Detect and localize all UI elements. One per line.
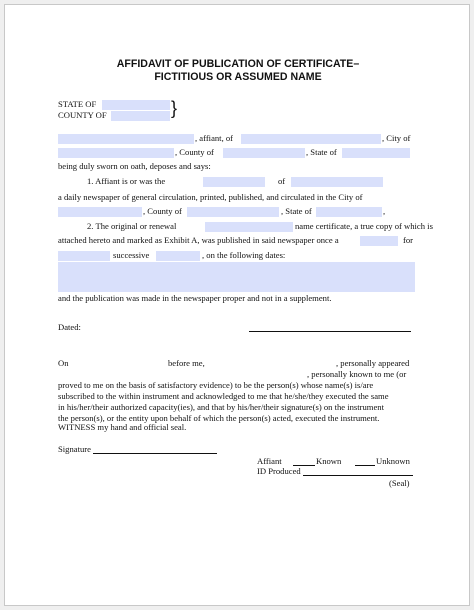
- newspaper-city-field[interactable]: [58, 207, 142, 217]
- state-of-label: STATE OF: [58, 99, 97, 109]
- publication-dates-field[interactable]: [58, 262, 415, 292]
- affiant-title-field[interactable]: [203, 177, 265, 187]
- id-produced-label: ID Produced: [257, 466, 301, 476]
- dated-signature-line[interactable]: [249, 331, 411, 332]
- city-field[interactable]: [58, 148, 174, 158]
- paragraph2-line2: attached hereto and marked as Exhibit A, was published in said newspaper once a: [58, 235, 339, 245]
- state-county-brace: }: [171, 98, 178, 118]
- document-page: [4, 4, 470, 606]
- state-inline-field[interactable]: [342, 148, 410, 158]
- newspaper-state-field[interactable]: [316, 207, 382, 217]
- paragraph2-start: 2. The original or renewal: [87, 221, 177, 231]
- paragraph2-dates: , on the following dates:: [202, 250, 286, 260]
- notary-line4: subscribed to the within instrument and acknowledged to me that he/she/they executed the same: [58, 391, 389, 401]
- affiant-address-field[interactable]: [241, 134, 381, 144]
- period-field[interactable]: [156, 251, 200, 261]
- notary-before-me: before me,: [168, 358, 205, 368]
- publication-statement: and the publication was made in the newspaper proper and not in a supplement.: [58, 293, 332, 303]
- frequency-field[interactable]: [360, 236, 398, 246]
- paragraph2-successive: successive: [113, 250, 150, 260]
- affiant-name-field[interactable]: [58, 134, 194, 144]
- notary-on: On: [58, 358, 69, 368]
- id-produced-line[interactable]: [303, 475, 413, 476]
- city-of-label: , City of: [382, 133, 411, 143]
- dated-label: Dated:: [58, 322, 81, 332]
- notary-line3: proved to me on the basis of satisfactory evidence) to be the person(s) whose name(s) is/are: [58, 380, 374, 390]
- county-of-inline-label: , County of: [175, 147, 214, 157]
- county-of-label: COUNTY OF: [58, 110, 107, 120]
- county-field[interactable]: [111, 111, 170, 121]
- state-field[interactable]: [102, 100, 170, 110]
- unknown-check-line[interactable]: [355, 465, 375, 466]
- paragraph1-comma: ,: [383, 206, 386, 216]
- notary-appeared: , personally appeared: [336, 358, 410, 368]
- paragraph1-start: 1. Affiant is or was the: [87, 176, 166, 186]
- signature-label: Signature: [58, 444, 91, 454]
- paragraph2-mid: name certificate, a true copy of which is: [295, 221, 433, 231]
- notary-line6: the person(s), or the entity upon behalf of which the person(s) acted, executed the instrument.: [58, 413, 380, 423]
- seal-label: (Seal): [389, 478, 410, 488]
- notary-known: , personally known to me (or: [307, 369, 407, 379]
- notary-line5: in his/her/their authorized capacity(ies), and that by his/her/their signature(s) on the instrument: [58, 402, 384, 412]
- paragraph1-of: of: [278, 176, 286, 186]
- newspaper-name-field[interactable]: [291, 177, 383, 187]
- county-inline-field[interactable]: [223, 148, 305, 158]
- unknown-label: Unknown: [376, 456, 410, 466]
- paragraph2-for: for: [403, 235, 414, 245]
- document-title-line1: AFFIDAVIT OF PUBLICATION OF CERTIFICATE–: [116, 58, 360, 70]
- witness-statement: WITNESS my hand and official seal.: [58, 422, 187, 432]
- signature-line[interactable]: [93, 453, 217, 454]
- affiant-of-label: , affiant, of: [195, 133, 234, 143]
- number-field[interactable]: [58, 251, 110, 261]
- known-label: Known: [316, 456, 342, 466]
- certificate-type-field[interactable]: [205, 222, 293, 232]
- state-of-inline-label: , State of: [306, 147, 337, 157]
- sworn-statement: being duly sworn on oath, deposes and says:: [58, 161, 211, 171]
- paragraph1-line2: a daily newspaper of general circulation, printed, published, and circulated in the City of: [58, 192, 363, 202]
- newspaper-county-field[interactable]: [187, 207, 279, 217]
- paragraph1-state-label: , State of: [281, 206, 312, 216]
- document-title-line2: FICTITIOUS OR ASSUMED NAME: [154, 71, 322, 83]
- paragraph1-county-label: , County of: [143, 206, 182, 216]
- affiant-label: Affiant: [257, 456, 282, 466]
